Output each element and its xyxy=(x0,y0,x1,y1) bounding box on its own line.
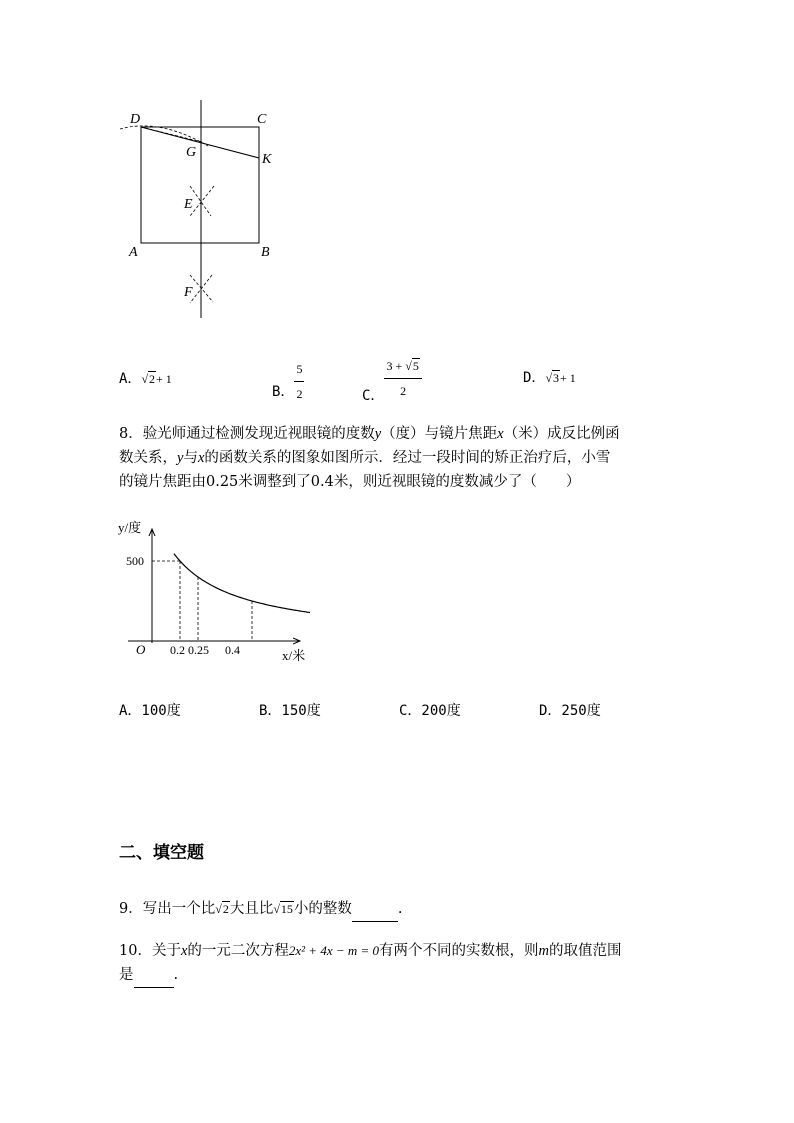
point-label-e: E xyxy=(184,197,193,212)
y-tick-label-500: 500 xyxy=(126,554,144,568)
q8-option-d[interactable]: D．250度 xyxy=(539,703,601,719)
dashed-arc-d xyxy=(120,126,208,146)
point-label-c: C xyxy=(257,112,267,127)
y-axis-label: y/度 xyxy=(118,520,142,535)
q7-option-a-rest: + 1 xyxy=(156,372,172,386)
q7-option-d[interactable]: D．√3+ 1 xyxy=(523,370,576,386)
q7-option-b[interactable] xyxy=(272,357,304,406)
geometry-figure xyxy=(110,100,310,325)
q8-option-b[interactable]: B．150度 xyxy=(259,703,321,719)
q7-option-c-fraction: $\frac{3 + √5}{2}$ xyxy=(384,354,421,403)
q10-line-1: 10．关于x的一元二次方程2x² + 4x − m = 0有两个不同的实数根，则m的取值范围 xyxy=(119,943,622,959)
q7-option-d-label: D． xyxy=(523,370,546,386)
inverse-proportion-chart xyxy=(110,515,310,670)
point-label-f: F xyxy=(184,285,193,300)
line-dk xyxy=(141,127,259,158)
section-heading-fill-in: 二、填空题 xyxy=(119,843,204,863)
x-tick-label-0-4: 0.4 xyxy=(225,643,240,657)
x-tick-label-0-25: 0.25 xyxy=(188,643,209,657)
q7-option-d-rest: + 1 xyxy=(560,371,576,385)
point-label-k: K xyxy=(262,152,272,167)
q7-option-d-radicand: 3 xyxy=(553,371,560,385)
q8-line-3: 的镜片焦距由0.25米调整到了0.4米，则近视眼镜的度数减少了（ ） xyxy=(119,474,581,490)
q7-option-b-label: B． xyxy=(272,383,295,400)
q8-option-c[interactable]: C．200度 xyxy=(399,703,461,719)
q10-line-2: 是 . xyxy=(119,963,178,988)
q7-option-c[interactable] xyxy=(362,354,422,403)
q9-answer-blank[interactable] xyxy=(352,897,398,922)
q10-equation: 2x² + 4x − m = 0 xyxy=(288,943,380,958)
x-tick-label-0-2: 0.2 xyxy=(170,643,185,657)
q7-option-c-label: C． xyxy=(362,387,385,404)
point-label-d: D xyxy=(130,112,141,127)
q7-option-b-fraction: $\frac{5}{2}$ xyxy=(294,357,304,406)
point-label-g: G xyxy=(186,145,197,160)
q7-option-a-radicand: 2 xyxy=(149,372,156,386)
point-label-a: A xyxy=(129,245,138,260)
square-abcd xyxy=(141,127,259,243)
q10-answer-blank[interactable] xyxy=(134,963,174,988)
origin-label: O xyxy=(136,642,146,657)
q8-line-1: 8．验光师通过检测发现近视眼镜的度数y（度）与镜片焦距x（米）成反比例函 xyxy=(119,426,620,442)
x-axis-label: x/米 xyxy=(282,648,306,663)
q7-option-a[interactable]: A．√2+ 1 xyxy=(119,371,172,387)
q8-line-2: 数关系，y与x的函数关系的图象如图所示．经过一段时间的矫正治疗后，小雪 xyxy=(119,450,611,466)
q9-text: 9．写出一个比√2大且比√15小的整数 . xyxy=(119,897,403,922)
q8-option-a[interactable]: A．100度 xyxy=(119,703,181,719)
point-label-b: B xyxy=(261,245,270,260)
function-curve xyxy=(174,554,310,619)
q7-option-a-label: A． xyxy=(119,371,142,387)
